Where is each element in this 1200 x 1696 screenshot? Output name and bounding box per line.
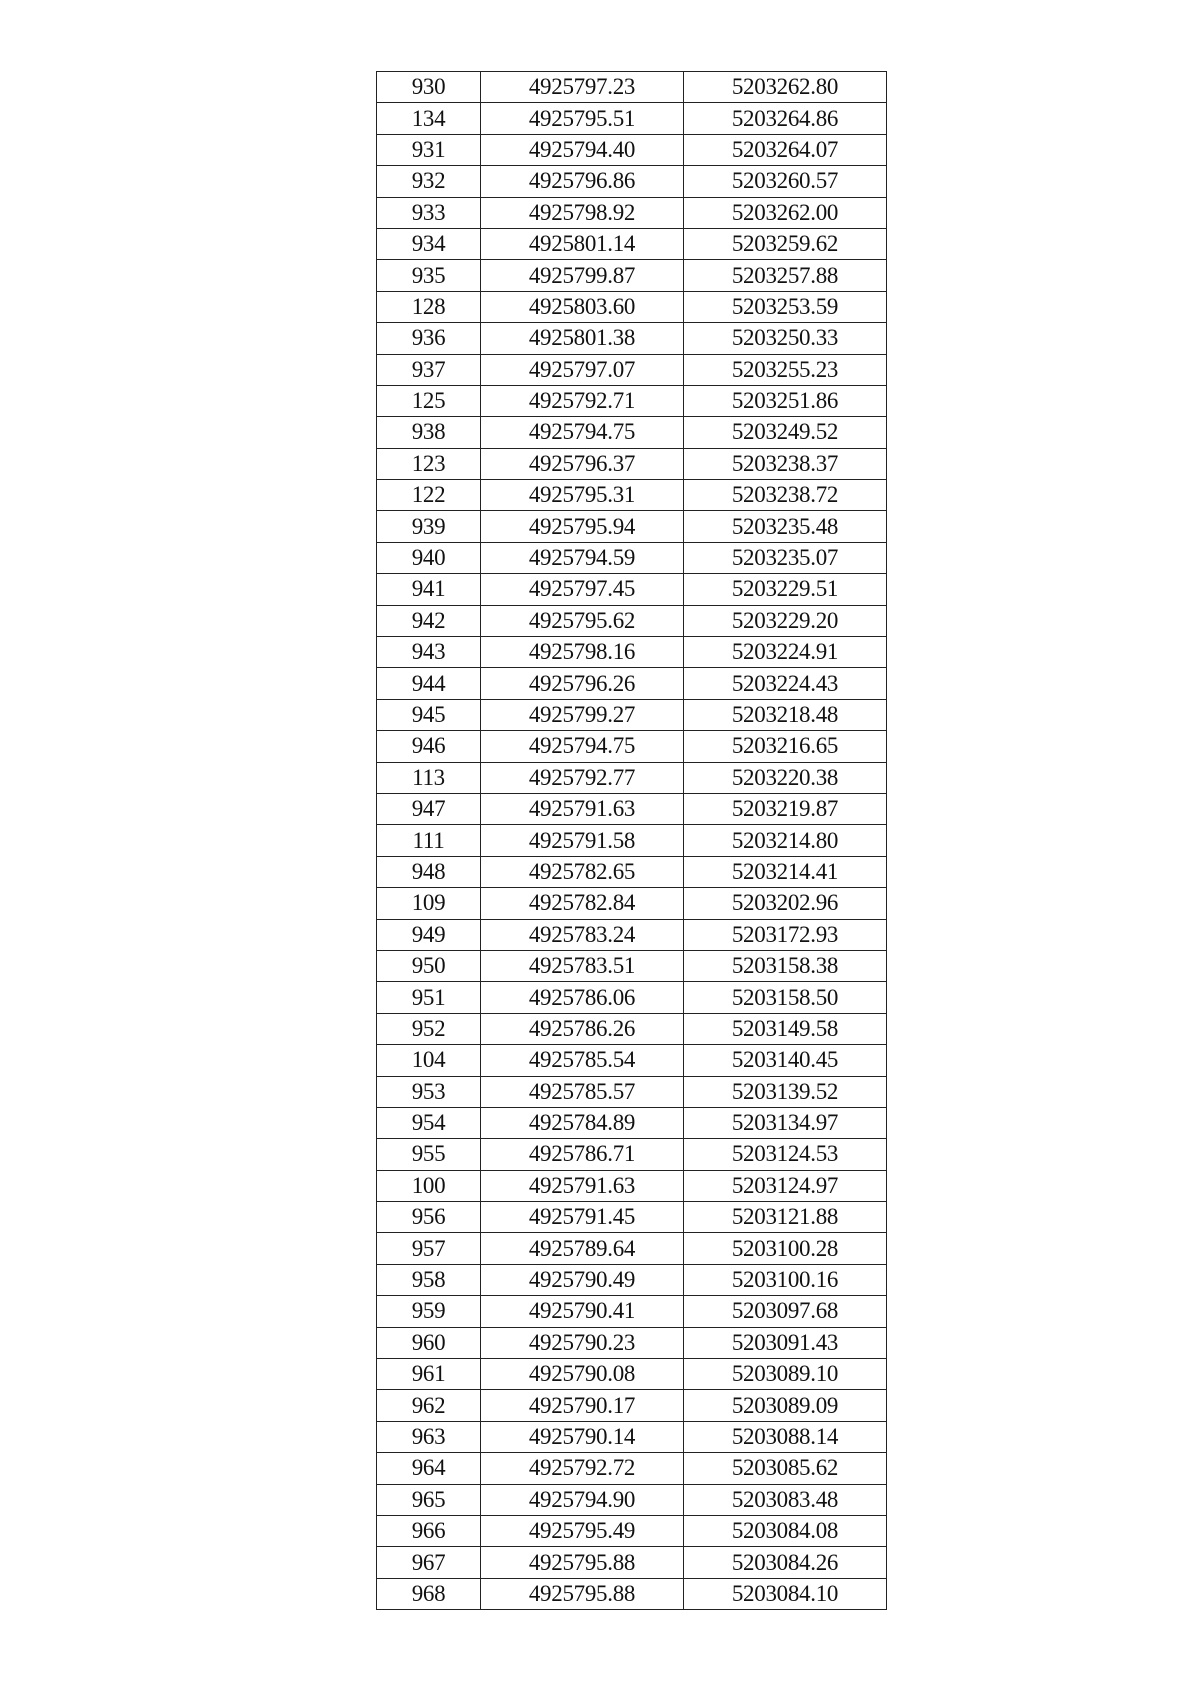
point-number-cell: 100 <box>377 1170 481 1201</box>
y-coordinate-cell: 5203259.62 <box>684 228 887 259</box>
y-coordinate-cell: 5203100.16 <box>684 1264 887 1295</box>
coordinates-table-container <box>376 71 886 1610</box>
x-coordinate-cell: 4925795.49 <box>481 1515 684 1546</box>
x-coordinate-cell: 4925786.06 <box>481 982 684 1013</box>
table-row <box>377 1515 887 1546</box>
y-coordinate-cell: 5203100.28 <box>684 1233 887 1264</box>
point-number-cell: 957 <box>377 1233 481 1264</box>
point-number-cell: 113 <box>377 762 481 793</box>
table-row <box>377 605 887 636</box>
point-number-cell: 956 <box>377 1202 481 1233</box>
table-row <box>377 354 887 385</box>
y-coordinate-cell: 5203084.26 <box>684 1547 887 1578</box>
y-coordinate-cell: 5203097.68 <box>684 1296 887 1327</box>
x-coordinate-cell: 4925790.41 <box>481 1296 684 1327</box>
x-coordinate-cell: 4925795.31 <box>481 480 684 511</box>
table-row <box>377 134 887 165</box>
point-number-cell: 960 <box>377 1327 481 1358</box>
y-coordinate-cell: 5203214.41 <box>684 856 887 887</box>
point-number-cell: 955 <box>377 1139 481 1170</box>
x-coordinate-cell: 4925785.57 <box>481 1076 684 1107</box>
x-coordinate-cell: 4925799.27 <box>481 699 684 730</box>
y-coordinate-cell: 5203253.59 <box>684 291 887 322</box>
table-row <box>377 1202 887 1233</box>
x-coordinate-cell: 4925796.86 <box>481 166 684 197</box>
table-row <box>377 1484 887 1515</box>
y-coordinate-cell: 5203140.45 <box>684 1045 887 1076</box>
x-coordinate-cell: 4925783.24 <box>481 919 684 950</box>
x-coordinate-cell: 4925790.23 <box>481 1327 684 1358</box>
y-coordinate-cell: 5203091.43 <box>684 1327 887 1358</box>
y-coordinate-cell: 5203235.48 <box>684 511 887 542</box>
table-row <box>377 825 887 856</box>
x-coordinate-cell: 4925797.23 <box>481 72 684 103</box>
table-row <box>377 166 887 197</box>
table-row <box>377 542 887 573</box>
table-row <box>377 323 887 354</box>
point-number-cell: 950 <box>377 950 481 981</box>
point-number-cell: 946 <box>377 731 481 762</box>
point-number-cell: 949 <box>377 919 481 950</box>
x-coordinate-cell: 4925795.62 <box>481 605 684 636</box>
table-row <box>377 793 887 824</box>
y-coordinate-cell: 5203257.88 <box>684 260 887 291</box>
point-number-cell: 931 <box>377 134 481 165</box>
x-coordinate-cell: 4925792.72 <box>481 1453 684 1484</box>
y-coordinate-cell: 5203220.38 <box>684 762 887 793</box>
x-coordinate-cell: 4925782.84 <box>481 888 684 919</box>
table-row <box>377 950 887 981</box>
y-coordinate-cell: 5203158.50 <box>684 982 887 1013</box>
y-coordinate-cell: 5203089.09 <box>684 1390 887 1421</box>
point-number-cell: 944 <box>377 668 481 699</box>
y-coordinate-cell: 5203229.20 <box>684 605 887 636</box>
point-number-cell: 961 <box>377 1359 481 1390</box>
y-coordinate-cell: 5203260.57 <box>684 166 887 197</box>
point-number-cell: 966 <box>377 1515 481 1546</box>
point-number-cell: 958 <box>377 1264 481 1295</box>
x-coordinate-cell: 4925791.45 <box>481 1202 684 1233</box>
x-coordinate-cell: 4925786.26 <box>481 1013 684 1044</box>
point-number-cell: 947 <box>377 793 481 824</box>
table-row <box>377 762 887 793</box>
y-coordinate-cell: 5203124.97 <box>684 1170 887 1201</box>
table-row <box>377 731 887 762</box>
table-row <box>377 668 887 699</box>
y-coordinate-cell: 5203083.48 <box>684 1484 887 1515</box>
table-row <box>377 1013 887 1044</box>
table-row <box>377 1327 887 1358</box>
x-coordinate-cell: 4925790.08 <box>481 1359 684 1390</box>
table-row <box>377 1233 887 1264</box>
y-coordinate-cell: 5203202.96 <box>684 888 887 919</box>
x-coordinate-cell: 4925801.38 <box>481 323 684 354</box>
point-number-cell: 104 <box>377 1045 481 1076</box>
y-coordinate-cell: 5203238.37 <box>684 448 887 479</box>
table-row <box>377 1547 887 1578</box>
point-number-cell: 941 <box>377 574 481 605</box>
y-coordinate-cell: 5203249.52 <box>684 417 887 448</box>
x-coordinate-cell: 4925795.51 <box>481 103 684 134</box>
x-coordinate-cell: 4925790.49 <box>481 1264 684 1295</box>
point-number-cell: 134 <box>377 103 481 134</box>
x-coordinate-cell: 4925798.16 <box>481 637 684 668</box>
y-coordinate-cell: 5203088.14 <box>684 1421 887 1452</box>
y-coordinate-cell: 5203089.10 <box>684 1359 887 1390</box>
table-row <box>377 197 887 228</box>
table-row <box>377 1453 887 1484</box>
y-coordinate-cell: 5203085.62 <box>684 1453 887 1484</box>
table-row <box>377 228 887 259</box>
point-number-cell: 111 <box>377 825 481 856</box>
table-row <box>377 888 887 919</box>
y-coordinate-cell: 5203158.38 <box>684 950 887 981</box>
x-coordinate-cell: 4925803.60 <box>481 291 684 322</box>
x-coordinate-cell: 4925792.77 <box>481 762 684 793</box>
x-coordinate-cell: 4925795.88 <box>481 1578 684 1609</box>
point-number-cell: 940 <box>377 542 481 573</box>
point-number-cell: 964 <box>377 1453 481 1484</box>
x-coordinate-cell: 4925789.64 <box>481 1233 684 1264</box>
x-coordinate-cell: 4925791.63 <box>481 793 684 824</box>
point-number-cell: 963 <box>377 1421 481 1452</box>
x-coordinate-cell: 4925797.07 <box>481 354 684 385</box>
table-row <box>377 856 887 887</box>
table-row <box>377 982 887 1013</box>
table-row <box>377 699 887 730</box>
x-coordinate-cell: 4925791.63 <box>481 1170 684 1201</box>
x-coordinate-cell: 4925794.75 <box>481 731 684 762</box>
point-number-cell: 968 <box>377 1578 481 1609</box>
x-coordinate-cell: 4925797.45 <box>481 574 684 605</box>
y-coordinate-cell: 5203262.80 <box>684 72 887 103</box>
point-number-cell: 123 <box>377 448 481 479</box>
y-coordinate-cell: 5203238.72 <box>684 480 887 511</box>
x-coordinate-cell: 4925801.14 <box>481 228 684 259</box>
x-coordinate-cell: 4925784.89 <box>481 1107 684 1138</box>
table-row <box>377 260 887 291</box>
point-number-cell: 937 <box>377 354 481 385</box>
x-coordinate-cell: 4925790.14 <box>481 1421 684 1452</box>
point-number-cell: 930 <box>377 72 481 103</box>
y-coordinate-cell: 5203264.07 <box>684 134 887 165</box>
table-row <box>377 1107 887 1138</box>
x-coordinate-cell: 4925792.71 <box>481 385 684 416</box>
x-coordinate-cell: 4925794.59 <box>481 542 684 573</box>
point-number-cell: 122 <box>377 480 481 511</box>
point-number-cell: 948 <box>377 856 481 887</box>
x-coordinate-cell: 4925795.94 <box>481 511 684 542</box>
y-coordinate-cell: 5203172.93 <box>684 919 887 950</box>
y-coordinate-cell: 5203229.51 <box>684 574 887 605</box>
y-coordinate-cell: 5203216.65 <box>684 731 887 762</box>
table-row <box>377 291 887 322</box>
table-row <box>377 1421 887 1452</box>
table-row <box>377 1139 887 1170</box>
y-coordinate-cell: 5203251.86 <box>684 385 887 416</box>
table-row <box>377 1390 887 1421</box>
table-row <box>377 1264 887 1295</box>
x-coordinate-cell: 4925798.92 <box>481 197 684 228</box>
y-coordinate-cell: 5203084.08 <box>684 1515 887 1546</box>
y-coordinate-cell: 5203264.86 <box>684 103 887 134</box>
y-coordinate-cell: 5203218.48 <box>684 699 887 730</box>
table-row <box>377 574 887 605</box>
table-row <box>377 1170 887 1201</box>
point-number-cell: 951 <box>377 982 481 1013</box>
table-row <box>377 448 887 479</box>
point-number-cell: 959 <box>377 1296 481 1327</box>
x-coordinate-cell: 4925785.54 <box>481 1045 684 1076</box>
x-coordinate-cell: 4925794.40 <box>481 134 684 165</box>
y-coordinate-cell: 5203250.33 <box>684 323 887 354</box>
point-number-cell: 967 <box>377 1547 481 1578</box>
table-row <box>377 72 887 103</box>
point-number-cell: 932 <box>377 166 481 197</box>
x-coordinate-cell: 4925790.17 <box>481 1390 684 1421</box>
x-coordinate-cell: 4925794.90 <box>481 1484 684 1515</box>
x-coordinate-cell: 4925794.75 <box>481 417 684 448</box>
y-coordinate-cell: 5203224.43 <box>684 668 887 699</box>
y-coordinate-cell: 5203149.58 <box>684 1013 887 1044</box>
point-number-cell: 942 <box>377 605 481 636</box>
table-row <box>377 480 887 511</box>
y-coordinate-cell: 5203219.87 <box>684 793 887 824</box>
point-number-cell: 965 <box>377 1484 481 1515</box>
y-coordinate-cell: 5203214.80 <box>684 825 887 856</box>
y-coordinate-cell: 5203084.10 <box>684 1578 887 1609</box>
y-coordinate-cell: 5203224.91 <box>684 637 887 668</box>
table-row <box>377 1076 887 1107</box>
table-row <box>377 1359 887 1390</box>
table-row <box>377 1578 887 1609</box>
point-number-cell: 125 <box>377 385 481 416</box>
y-coordinate-cell: 5203124.53 <box>684 1139 887 1170</box>
y-coordinate-cell: 5203139.52 <box>684 1076 887 1107</box>
x-coordinate-cell: 4925786.71 <box>481 1139 684 1170</box>
table-body <box>377 72 887 1610</box>
x-coordinate-cell: 4925782.65 <box>481 856 684 887</box>
point-number-cell: 952 <box>377 1013 481 1044</box>
y-coordinate-cell: 5203262.00 <box>684 197 887 228</box>
y-coordinate-cell: 5203255.23 <box>684 354 887 385</box>
table-row <box>377 919 887 950</box>
point-number-cell: 962 <box>377 1390 481 1421</box>
table-row <box>377 637 887 668</box>
point-number-cell: 109 <box>377 888 481 919</box>
table-row <box>377 417 887 448</box>
point-number-cell: 945 <box>377 699 481 730</box>
table-row <box>377 511 887 542</box>
table-row <box>377 385 887 416</box>
y-coordinate-cell: 5203235.07 <box>684 542 887 573</box>
point-number-cell: 939 <box>377 511 481 542</box>
point-number-cell: 128 <box>377 291 481 322</box>
x-coordinate-cell: 4925791.58 <box>481 825 684 856</box>
point-number-cell: 936 <box>377 323 481 354</box>
point-number-cell: 935 <box>377 260 481 291</box>
point-number-cell: 954 <box>377 1107 481 1138</box>
point-number-cell: 933 <box>377 197 481 228</box>
point-number-cell: 938 <box>377 417 481 448</box>
x-coordinate-cell: 4925799.87 <box>481 260 684 291</box>
table-row <box>377 1296 887 1327</box>
x-coordinate-cell: 4925796.26 <box>481 668 684 699</box>
table-row <box>377 1045 887 1076</box>
point-number-cell: 953 <box>377 1076 481 1107</box>
x-coordinate-cell: 4925783.51 <box>481 950 684 981</box>
point-number-cell: 934 <box>377 228 481 259</box>
coordinates-table <box>376 71 887 1610</box>
point-number-cell: 943 <box>377 637 481 668</box>
table-row <box>377 103 887 134</box>
x-coordinate-cell: 4925795.88 <box>481 1547 684 1578</box>
y-coordinate-cell: 5203134.97 <box>684 1107 887 1138</box>
x-coordinate-cell: 4925796.37 <box>481 448 684 479</box>
y-coordinate-cell: 5203121.88 <box>684 1202 887 1233</box>
